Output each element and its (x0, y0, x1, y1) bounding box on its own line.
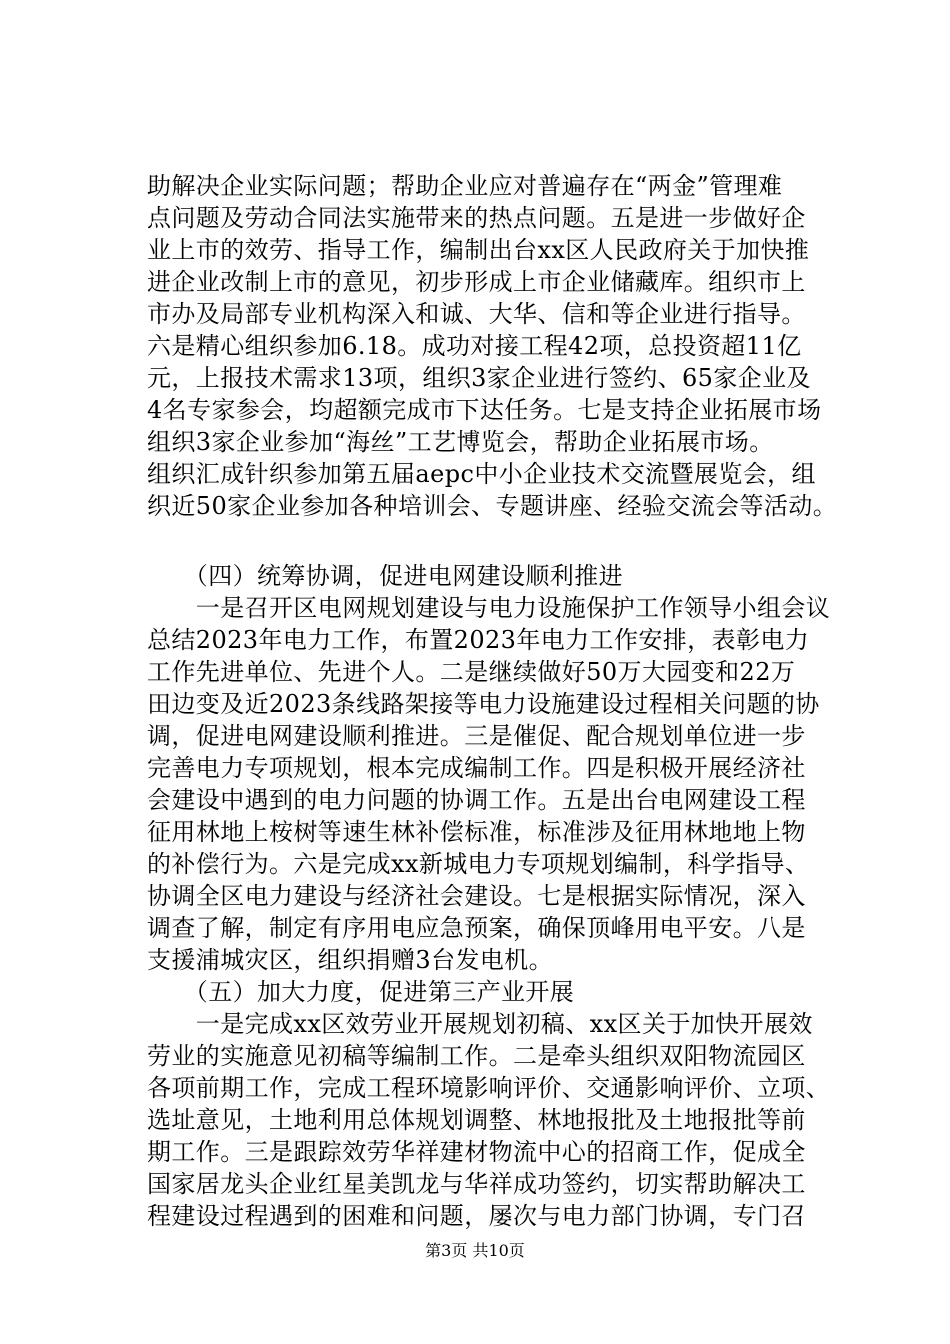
text-line: 一是召开区电网规划建设与电力设施保护工作领导小组会议 (147, 594, 831, 622)
text-line: 完善电力专项规划，根本完成编制工作。四是积极开展经济社 (147, 754, 806, 782)
text-line: 支援浦城灾区，组织捐赠3台发电机。 (147, 946, 554, 974)
text-line: 调，促进电网建设顺利推进。三是催促、配合规划单位进一步 (147, 722, 806, 750)
text-line: （四）统筹协调，促进电网建设顺利推进 (147, 562, 623, 590)
paragraph-block-2 (147, 560, 847, 1232)
text-line: 市办及局部专业机构深入和诚、大华、信和等企业进行指导。 (147, 300, 806, 328)
text-line: 织近50家企业参加各种培训会、专题讲座、经验交流会等活动。 (147, 492, 838, 520)
text-line: 会建设中遇到的电力问题的协调工作。五是出台电网建设工程 (147, 786, 806, 814)
text-line: 调查了解，制定有序用电应急预案，确保顶峰用电平安。八是 (147, 914, 806, 942)
text-line: 征用林地上桉树等速生林补偿标准，标准涉及征用林地地上物 (147, 818, 806, 846)
text-line: 业上市的效劳、指导工作，编制出台xx区人民政府关于加快推 (147, 236, 810, 264)
text-line: 劳业的实施意见初稿等编制工作。二是牵头组织双阳物流园区 (147, 1042, 806, 1070)
document-body (147, 170, 847, 1232)
text-line: 组织汇成针织参加第五届aepc中小企业技术交流暨展览会，组 (147, 460, 816, 488)
text-line: 进企业改制上市的意见，初步形成上市企业储藏库。组织市上 (147, 268, 806, 296)
paragraph-block-1 (147, 170, 847, 522)
paragraph-gap (147, 522, 847, 560)
text-line: 选址意见，土地利用总体规划调整、林地报批及土地报批等前 (147, 1106, 806, 1134)
text-line: 田边变及近2023条线路架接等电力设施建设过程相关问题的协 (147, 690, 820, 718)
text-line: 的补偿行为。六是完成xx新城电力专项规划编制，科学指导、 (147, 850, 810, 878)
text-line: 六是精心组织参加6.18。成功对接工程42项，总投资超11亿 (147, 332, 802, 360)
text-line: 期工作。三是跟踪效劳华祥建材物流中心的招商工作，促成全 (147, 1138, 806, 1166)
text-line: （五）加大力度，促进第三产业开展 (147, 978, 575, 1006)
text-line: 组织3家企业参加“海丝”工艺博览会，帮助企业拓展市场。 (147, 428, 774, 456)
text-line: 工作先进单位、先进个人。二是继续做好50万大园变和22万 (147, 658, 796, 686)
text-line: 协调全区电力建设与经济社会建设。七是根据实际情况，深入 (147, 882, 806, 910)
page-footer: 第3页 共10页 (425, 1241, 525, 1260)
text-line: 一是完成xx区效劳业开展规划初稿、xx区关于加快开展效 (147, 1010, 813, 1038)
text-line: 程建设过程遇到的困难和问题，屡次与电力部门协调，专门召 (147, 1202, 806, 1230)
text-line: 点问题及劳动合同法实施带来的热点问题。五是进一步做好企 (147, 204, 806, 232)
text-line: 各项前期工作，完成工程环境影响评价、交通影响评价、立项、 (147, 1074, 831, 1102)
text-line: 国家居龙头企业红星美凯龙与华祥成功签约，切实帮助解决工 (147, 1170, 806, 1198)
text-line: 助解决企业实际问题；帮助企业应对普遍存在“两金”管理难 (147, 172, 783, 200)
text-line: 总结2023年电力工作，布置2023年电力工作安排，表彰电力 (147, 626, 810, 654)
text-line: 4名专家参会，均超额完成市下达任务。七是支持企业拓展市场 (147, 396, 822, 424)
text-line: 元，上报技术需求13项，组织3家企业进行签约、65家企业及 (147, 364, 811, 392)
